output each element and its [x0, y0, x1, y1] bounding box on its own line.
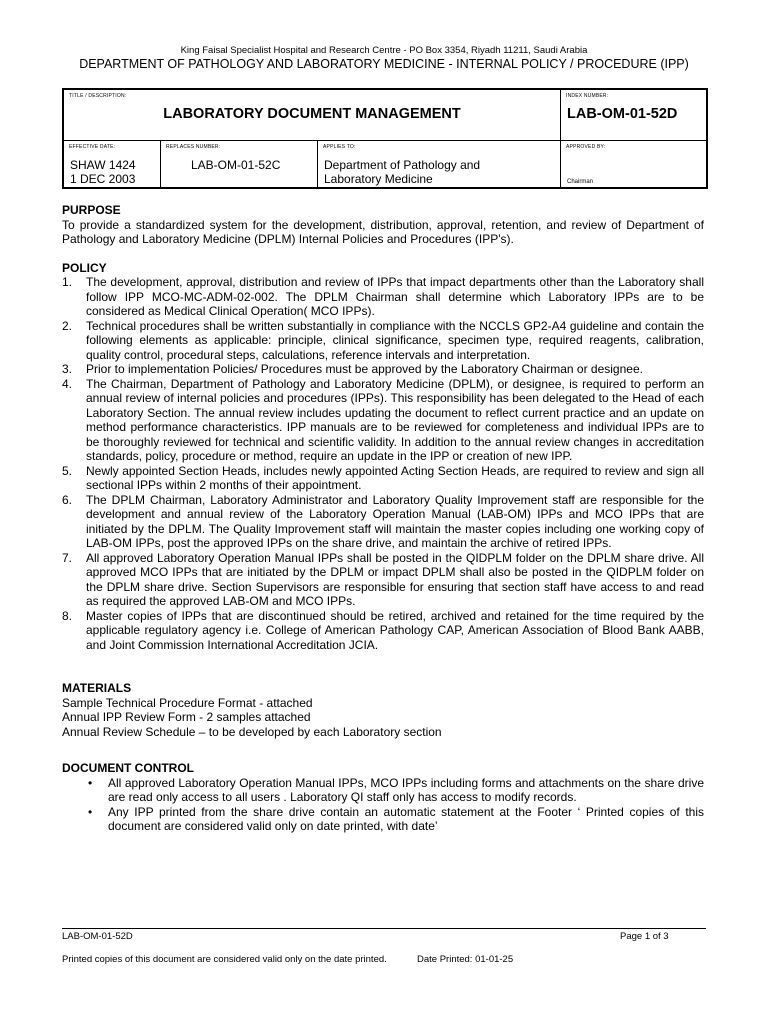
list-text: All approved Laboratory Operation Manual IPPs shall be posted in the QIDPLM folder on the DPLM share drive. All approved MCO IPPs that are initiated by the DPLM or impact DPLM shall also be posted in the QIDPLM folder on the DPLM share drive. Section Supervisors are responsible for ensuring that section staff have access to and read as required the approved LAB-OM and MCO IPPs. [86, 550, 704, 608]
footer-index-number: LAB-OM-01-52D [62, 931, 133, 942]
list-item [62, 275, 704, 319]
index-cell [561, 90, 706, 141]
list-item [62, 464, 704, 493]
list-item [62, 493, 704, 551]
approved-by-value: Chairman [567, 179, 594, 185]
applies-to-label: APPLIES TO: [323, 144, 356, 150]
list-number: 5. [62, 463, 73, 478]
list-text: The DPLM Chairman, Laboratory Administrator and Laboratory Quality Improvement staff are responsible for the development and annual review of the Laboratory Operation Manual (LAB-OM) IPPs and MCO IPPs that are initiated by the DPLM. The Quality Improvement staff will maintain the master copies including one working copy of LAB-OM IPPs, post the approved IPPs on the share drive, and maintain the archive of retired IPPs. [86, 492, 704, 550]
purpose-text: To provide a standardized system for the development, distribution, approval, retention, and review of Department of Pathology and Laboratory Medicine (DPLM) Internal Policies and Procedures (IPP's). [62, 217, 704, 246]
list-item [62, 776, 704, 805]
effective-date-cell [64, 141, 161, 188]
policy-list [62, 275, 704, 652]
purpose-heading: PURPOSE [62, 203, 121, 217]
materials-item: Sample Technical Procedure Format - attached [62, 695, 313, 710]
applies-to-line1: Department of Pathology and [324, 158, 481, 172]
bullet-icon: • [88, 804, 93, 819]
date-printed: Date Printed: 01-01-25 [417, 954, 514, 965]
list-text: The Chairman, Department of Pathology and Laboratory Medicine (DPLM), or designee, is required to perform an annual review of internal policies and procedures (IPPs). This responsibility has been delegated to the Head of each Laboratory Section. The annual review includes updating the document to reflect current practice and an update on method performance characteristics. IPP manuals are to be reviewed for completeness and individual IPPs are to be thoroughly reviewed for technical and scientific validity. In addition to the annual review changes in accreditation standards, policy, procedure or method, require an update in the IPP or creation of new IPP. [86, 376, 704, 463]
list-item [62, 362, 704, 377]
policy-heading: POLICY [62, 260, 107, 275]
list-item [62, 609, 704, 653]
list-text: The development, approval, distribution and review of IPPs that impact departments other than the Laboratory shall follow IPP MCO-MC-ADM-02-002. The DPLM Chairman shall determine which Laboratory IPPs are to be considered as Medical Clinical Operation( MCO IPPs). [86, 275, 704, 318]
applies-to-line2: Laboratory Medicine [324, 172, 433, 186]
list-number: 7. [62, 550, 73, 565]
applies-to-cell [318, 141, 561, 188]
document-title: LABORATORY DOCUMENT MANAGEMENT [163, 106, 461, 122]
document-info-table [62, 88, 708, 189]
page-number: Page 1 of 3 [620, 931, 669, 942]
list-text: Newly appointed Section Heads, includes newly appointed Acting Section Heads, are required to review and sign all sectional IPPs within 2 months of their appointment. [86, 463, 704, 492]
replaces-label: REPLACES NUMBER: [166, 144, 221, 150]
effective-date-value [70, 158, 136, 186]
approved-by-cell [561, 141, 706, 188]
list-item [62, 319, 704, 363]
approved-by-label: APPROVED BY: [566, 144, 606, 150]
materials-item: Annual Review Schedule – to be developed by each Laboratory section [62, 724, 442, 739]
title-cell [64, 90, 561, 141]
list-text: Technical procedures shall be written substantially in compliance with the NCCLS GP2-A4 guideline and contain the following elements as applicable: principle, clinical significance, specimen type, required reagents, calibration, quality control, procedural steps, calculations, reference intervals and interpretation. [86, 318, 704, 362]
index-label: INDEX NUMBER: [566, 93, 609, 99]
list-number: 2. [62, 318, 73, 333]
list-number: 3. [62, 362, 73, 376]
list-text: Prior to implementation Policies/ Procedures must be approved by the Laboratory Chairman or designee. [86, 362, 643, 376]
list-item [62, 377, 704, 464]
institution-address: King Faisal Specialist Hospital and Research Centre - PO Box 3354, Riyadh 11211, Saudi Arabia [180, 45, 588, 56]
list-number: 4. [62, 376, 73, 391]
list-item [62, 805, 704, 834]
materials-heading: MATERIALS [62, 681, 132, 695]
effective-date-gregorian: 1 DEC 2003 [70, 172, 136, 186]
list-number: 8. [62, 608, 73, 623]
list-number: 6. [62, 492, 73, 507]
index-number: LAB-OM-01-52D [567, 106, 678, 122]
list-text: All approved Laboratory Operation Manual IPPs, MCO IPPs including forms and attachments on the share drive are read only access to all users . Laboratory QI staff only has access to modify records. [108, 775, 704, 804]
list-item [62, 551, 704, 609]
document-control-heading: DOCUMENT CONTROL [62, 761, 194, 775]
replaces-number: LAB-OM-01-52C [191, 158, 281, 172]
document-body [62, 203, 704, 834]
applies-to-value [324, 158, 480, 186]
list-text: Any IPP printed from the share drive contain an automatic statement at the Footer ‘ Printed copies of this document are considered valid only on date printed, with date’ [108, 804, 704, 833]
list-number: 1. [62, 275, 73, 289]
footer-divider [62, 928, 706, 929]
list-text: Master copies of IPPs that are discontinued should be retired, archived and retained for the time required by the applicable regulatory agency i.e. College of American Pathology CAP, American Association of Blood Bank AABB, and Joint Commission International Accreditation JCIA. [86, 608, 704, 652]
print-validity-note: Printed copies of this document are considered valid only on the date printed. [62, 954, 387, 965]
effective-date-label: EFFECTIVE DATE: [69, 144, 116, 150]
department-heading: DEPARTMENT OF PATHOLOGY AND LABORATORY MEDICINE - INTERNAL POLICY / PROCEDURE (IPP) [79, 57, 689, 71]
replaces-cell [161, 141, 318, 188]
bullet-icon: • [88, 775, 93, 790]
effective-date-hijri: SHAW 1424 [70, 158, 136, 172]
title-label: TITLE / DESCRIPTION: [69, 93, 127, 99]
materials-item: Annual IPP Review Form - 2 samples attached [62, 710, 311, 724]
document-control-list [62, 776, 704, 834]
